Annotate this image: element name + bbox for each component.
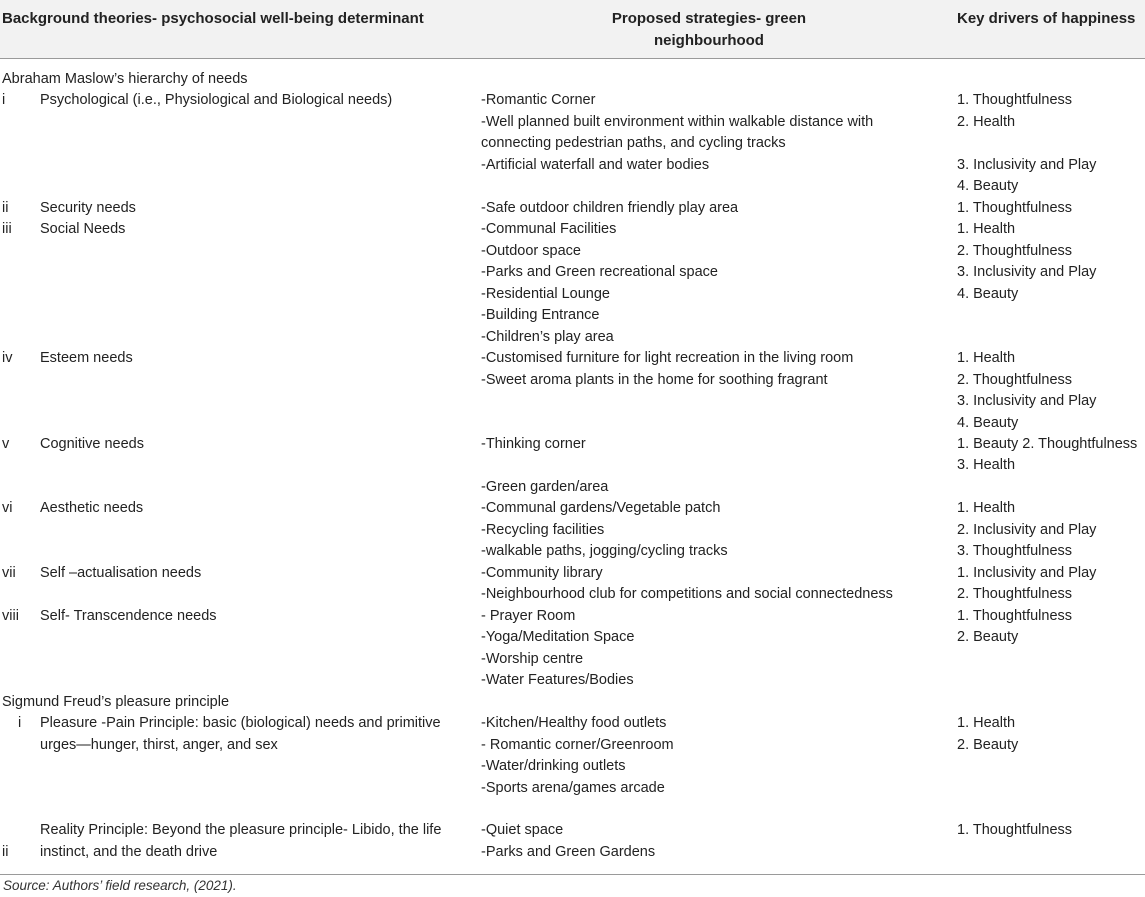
row-number: viii bbox=[2, 608, 19, 624]
driver-item: 1. Thoughtfulness bbox=[957, 608, 1073, 624]
row-number: vi bbox=[2, 500, 13, 516]
row-number: i bbox=[18, 715, 22, 731]
row-number: i bbox=[2, 92, 6, 108]
strategy-item: -Children’s play area bbox=[481, 329, 614, 345]
strategy-item: -Recycling facilities bbox=[481, 522, 605, 538]
theory-label: Psychological (i.e., Physiological and Biological needs) bbox=[40, 92, 393, 108]
strategy-item: -Customised furniture for light recreation in the living room bbox=[481, 350, 854, 366]
theory-label: instinct, and the death drive bbox=[40, 844, 218, 860]
table-header bbox=[0, 0, 1145, 59]
strategy-item: -walkable paths, jogging/cycling tracks bbox=[481, 543, 728, 559]
strategy-item: -Quiet space bbox=[481, 822, 564, 838]
driver-item: 4. Beauty bbox=[957, 178, 1019, 194]
driver-item: 2. Thoughtfulness bbox=[957, 243, 1073, 259]
driver-item: 2. Thoughtfulness bbox=[957, 586, 1073, 602]
driver-item: 3. Inclusivity and Play bbox=[957, 157, 1097, 173]
driver-item: 1. Health bbox=[957, 715, 1016, 731]
strategy-item: -Communal gardens/Vegetable patch bbox=[481, 500, 721, 516]
theory-label: Reality Principle: Beyond the pleasure principle- Libido, the life bbox=[40, 822, 442, 838]
driver-item: 2. Beauty bbox=[957, 629, 1019, 645]
theory-label: Self- Transcendence needs bbox=[40, 608, 217, 624]
driver-item: 1. Health bbox=[957, 350, 1016, 366]
theory-label: Esteem needs bbox=[40, 350, 133, 366]
driver-item: 3. Inclusivity and Play bbox=[957, 393, 1097, 409]
driver-item: 1. Health bbox=[957, 500, 1016, 516]
strategy-item: -Sports arena/games arcade bbox=[481, 780, 665, 796]
strategy-item: -Outdoor space bbox=[481, 243, 581, 259]
theory-label: Cognitive needs bbox=[40, 436, 144, 452]
strategy-item: -Green garden/area bbox=[481, 479, 609, 495]
driver-item: 1. Thoughtfulness bbox=[957, 822, 1073, 838]
theory-label: Self –actualisation needs bbox=[40, 565, 202, 581]
row-number: iv bbox=[2, 350, 13, 366]
strategy-item: -Communal Facilities bbox=[481, 221, 617, 237]
driver-item: 2. Inclusivity and Play bbox=[957, 522, 1097, 538]
strategy-item: -Well planned built environment within walkable distance with bbox=[481, 114, 874, 130]
driver-item: 1. Health bbox=[957, 221, 1016, 237]
driver-item: 2. Thoughtfulness bbox=[957, 372, 1073, 388]
row-number: ii bbox=[2, 200, 9, 216]
strategy-item: -Yoga/Meditation Space bbox=[481, 629, 635, 645]
strategy-item: -Thinking corner bbox=[481, 436, 586, 452]
section-title-maslow: Abraham Maslow’s hierarchy of needs bbox=[2, 71, 248, 87]
driver-item: 2. Beauty bbox=[957, 737, 1019, 753]
strategy-item: -Kitchen/Healthy food outlets bbox=[481, 715, 667, 731]
strategy-item: -Community library bbox=[481, 565, 603, 581]
driver-item: 4. Beauty bbox=[957, 415, 1019, 431]
driver-item: 1. Beauty 2. Thoughtfulness bbox=[957, 436, 1138, 452]
header-proposed-strategies: Proposed strategies- green neighbourhood bbox=[611, 10, 807, 49]
theory-label: urges—hunger, thirst, anger, and sex bbox=[40, 737, 278, 753]
driver-item: 3. Inclusivity and Play bbox=[957, 264, 1097, 280]
strategy-item: -Romantic Corner bbox=[481, 92, 596, 108]
row-number: v bbox=[2, 436, 10, 452]
row-number: ii bbox=[2, 844, 9, 860]
strategy-item: -Water Features/Bodies bbox=[481, 672, 634, 688]
driver-item: 3. Health bbox=[957, 457, 1016, 473]
header-background-theories: Background theories- psychosocial well-being determinant bbox=[2, 10, 424, 27]
strategy-item: -Parks and Green recreational space bbox=[481, 264, 718, 280]
driver-item: 1. Thoughtfulness bbox=[957, 92, 1073, 108]
table-footer bbox=[0, 874, 1145, 897]
theory-label: Aesthetic needs bbox=[40, 500, 144, 516]
strategy-item: -Residential Lounge bbox=[481, 286, 610, 302]
strategy-item: -Building Entrance bbox=[481, 307, 600, 323]
strategy-item: - Prayer Room bbox=[481, 608, 576, 624]
strategy-item: - Romantic corner/Greenroom bbox=[481, 737, 674, 753]
row-number: vii bbox=[2, 565, 16, 581]
strategy-item: -Artificial waterfall and water bodies bbox=[481, 157, 710, 173]
theory-label: Pleasure -Pain Principle: basic (biological) needs and primitive bbox=[40, 715, 441, 731]
section-title-freud: Sigmund Freud’s pleasure principle bbox=[2, 694, 230, 710]
strategy-item: -Parks and Green Gardens bbox=[481, 844, 656, 860]
strategy-item: connecting pedestrian paths, and cycling tracks bbox=[481, 135, 786, 151]
driver-item: 3. Thoughtfulness bbox=[957, 543, 1073, 559]
source-note: Source: Authors’ field research, (2021). bbox=[3, 878, 237, 893]
driver-item: 2. Health bbox=[957, 114, 1016, 130]
driver-item: 4. Beauty bbox=[957, 286, 1019, 302]
theory-label: Security needs bbox=[40, 200, 136, 216]
strategy-item: -Worship centre bbox=[481, 651, 584, 667]
driver-item: 1. Inclusivity and Play bbox=[957, 565, 1097, 581]
driver-item: 1. Thoughtfulness bbox=[957, 200, 1073, 216]
strategy-item: -Safe outdoor children friendly play area bbox=[481, 200, 739, 216]
header-key-drivers: Key drivers of happiness bbox=[957, 10, 1136, 27]
strategy-item: -Water/drinking outlets bbox=[481, 758, 626, 774]
row-number: iii bbox=[2, 221, 12, 237]
strategy-item: -Neighbourhood club for competitions and social connectedness bbox=[481, 586, 893, 602]
theory-label: Social Needs bbox=[40, 221, 126, 237]
strategy-item: -Sweet aroma plants in the home for soothing fragrant bbox=[481, 372, 828, 388]
